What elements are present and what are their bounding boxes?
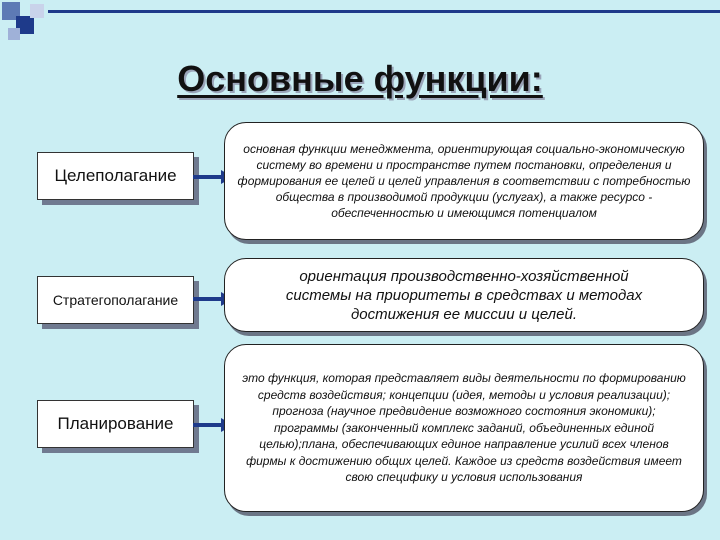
function-description-planning: это функция, которая представляет виды деятельности по формированию средств воздействия; концепции (идея, методы и условия реализации); прогноза (научное предвидение возможного состояния экономики); программы (законченный комплекс заданий, объединенных единой целью);плана, обеспечивающих единое направление усилий всех членов фирмы к достижению общих целей. Каждое из средств воздействия имеет свою специфику и условия использования <box>224 344 704 512</box>
function-label-text: Планирование <box>57 414 174 433</box>
top-rule <box>48 10 720 13</box>
function-label-strategy-setting <box>37 276 194 324</box>
function-description-goal-setting: основная функции менеджмента, ориентирующая социально-экономическую систему во времени и пространстве путем постановки, определения и формирования ее целей и целей управления в соответствии с потребностью общества в производимой продукции (услугах), а также ресурсо - обеспеченностью и имеющимся потенциалом <box>224 122 704 240</box>
function-label-text: Стратегополагание <box>52 292 179 308</box>
decorative-squares <box>0 0 60 48</box>
function-label-planning <box>37 400 194 448</box>
function-label-goal-setting <box>37 152 194 200</box>
page-title: Основные функции: <box>177 58 543 99</box>
function-description-strategy-setting: ориентация производственно-хозяйственной системы на приоритеты в средствах и методах достижения ее миссии и целей. <box>224 258 704 332</box>
function-label-text: Целеполагание <box>54 166 177 185</box>
